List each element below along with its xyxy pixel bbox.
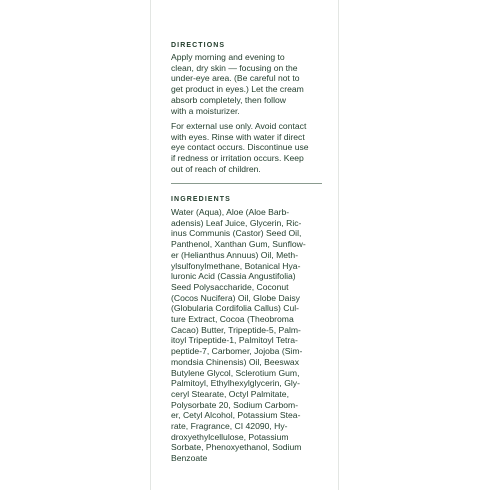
warning-text: For external use only. Avoid contact with eyes. Rinse with water if direct eye contact occurs. Discontinue use if redness or irritation occurs. Keep out of reach of children. [171,121,309,174]
section-divider [171,183,322,184]
directions-text: Apply morning and evening to clean, dry skin — focusing on the under-eye area. (Be careful not to get product in eyes.) Let the cream absorb completely, then follow with a moisturizer. [171,52,304,116]
directions-heading: DIRECTIONS [171,42,226,49]
ingredients-heading: INGREDIENTS [171,196,231,203]
ingredients-text: Water (Aqua), Aloe (Aloe Barb- adensis) Leaf Juice, Glycerin, Ric- inus Communis (Castor) Seed Oil, Panthenol, Xanthan Gum, Sunflow- er (Helianthus Annuus) Oil, Meth- ylsulfonylmethane, Botanical Hya- luronic Acid (Cassia Angustifolia) Seed Polysaccharide, Coconut (Cocos Nucifera) Oil, Globe Daisy (Globularia Cordifolia Callus) Cul- ture Extract, Cocoa (Theobroma Cacao) Butter, Tripeptide-5, Palm- itoyl Tripeptide-1, Palmitoyl Tetra- peptide-7, Carbomer, Jojoba (Sim- mondsia Chinensis) Oil, Beeswax Butylene Glycol, Sclerotium Gum, Palmitoyl, Ethylhexylglycerin, Gly- ceryl Stearate, Octyl Palmitate, Polysorbate 20, Sodium Carbom- er, Cetyl Alcohol, Potassium Stea- rate, Fragrance, CI 42090, Hy- droxyethylcellulose, Potassium Sorbate, Phenoxyethanol, Sodium Benzoate [171,207,306,464]
product-label-panel [150,0,339,490]
